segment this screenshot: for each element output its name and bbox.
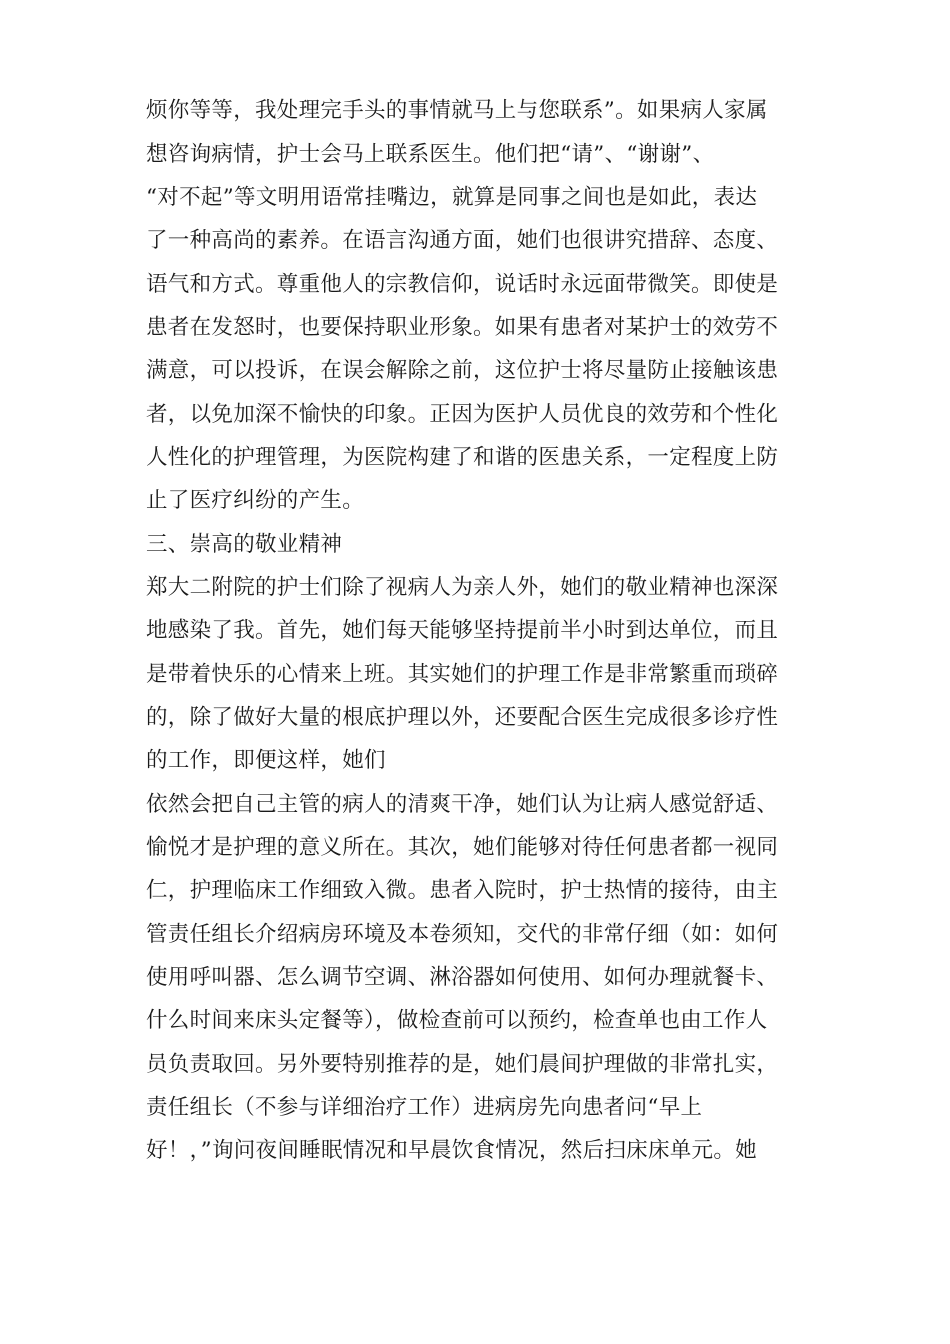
text-line: 责任组长（不参与详细治疗工作）进病房先向患者问“早上 [146,1095,703,1120]
text-line: 了一种高尚的素养。在语言沟通方面，她们也很讲究措辞、态度、 [146,228,779,253]
text-line: 地感染了我。首先，她们每天能够坚持提前半小时到达单位，而且 [146,618,779,643]
text-line: 仁，护理临床工作细致入微。患者入院时，护士热情的接待，由主 [146,878,779,903]
text-line: 郑大二附院的护士们除了视病人为亲人外，她们的敬业精神也深深 [146,575,779,600]
text-line: 什么时间来床头定餐等），做检查前可以预约，检查单也由工作人 [146,1008,768,1033]
text-line: 的，除了做好大量的根底护理以外，还要配合医生完成很多诊疗性 [146,705,779,730]
text-line: 烦你等等，我处理完手头的事情就马上与您联系”。如果病人家属 [146,98,768,123]
text-line: “对不起”等文明用语常挂嘴边，就算是同事之间也是如此，表达 [146,185,758,210]
text-line: 使用呼叫器、怎么调节空调、淋浴器如何使用、如何办理就餐卡、 [146,965,779,990]
text-line: 好！，”询问夜间睡眠情况和早晨饮食情况，然后扫床床单元。她 [146,1138,757,1163]
text-line: 者，以免加深不愉快的印象。正因为医护人员优良的效劳和个性化 [146,402,779,427]
text-line: 满意，可以投诉，在误会解除之前，这位护士将尽量防止接触该患 [146,358,779,383]
text-line: 语气和方式。尊重他人的宗教信仰，说话时永远面带微笑。即使是 [146,272,779,297]
text-line: 人性化的护理管理，为医院构建了和谐的医患关系，一定程度上防 [146,445,779,470]
text-line: 想咨询病情，护士会马上联系医生。他们把“请”、“谢谢”、 [146,142,715,167]
text-line: 患者在发怒时，也要保持职业形象。如果有患者对某护士的效劳不 [146,315,779,340]
text-line: 止了医疗纠纷的产生。 [146,488,365,513]
text-line: 依然会把自己主管的病人的清爽干净，她们认为让病人感觉舒适、 [146,792,779,817]
text-line: 员负责取回。另外要特别推荐的是，她们晨间护理做的非常扎实， [146,1052,779,1077]
text-line: 愉悦才是护理的意义所在。其次，她们能够对待任何患者都一视同 [146,835,779,860]
text-line: 是带着快乐的心情来上班。其实她们的护理工作是非常繁重而琐碎 [146,662,779,687]
text-line: 的工作，即便这样，她们 [146,748,386,773]
text-line: 管责任组长介绍病房环境及本卷须知，交代的非常仔细（如：如何 [146,922,779,947]
section-heading: 三、崇高的敬业精神 [146,532,343,557]
